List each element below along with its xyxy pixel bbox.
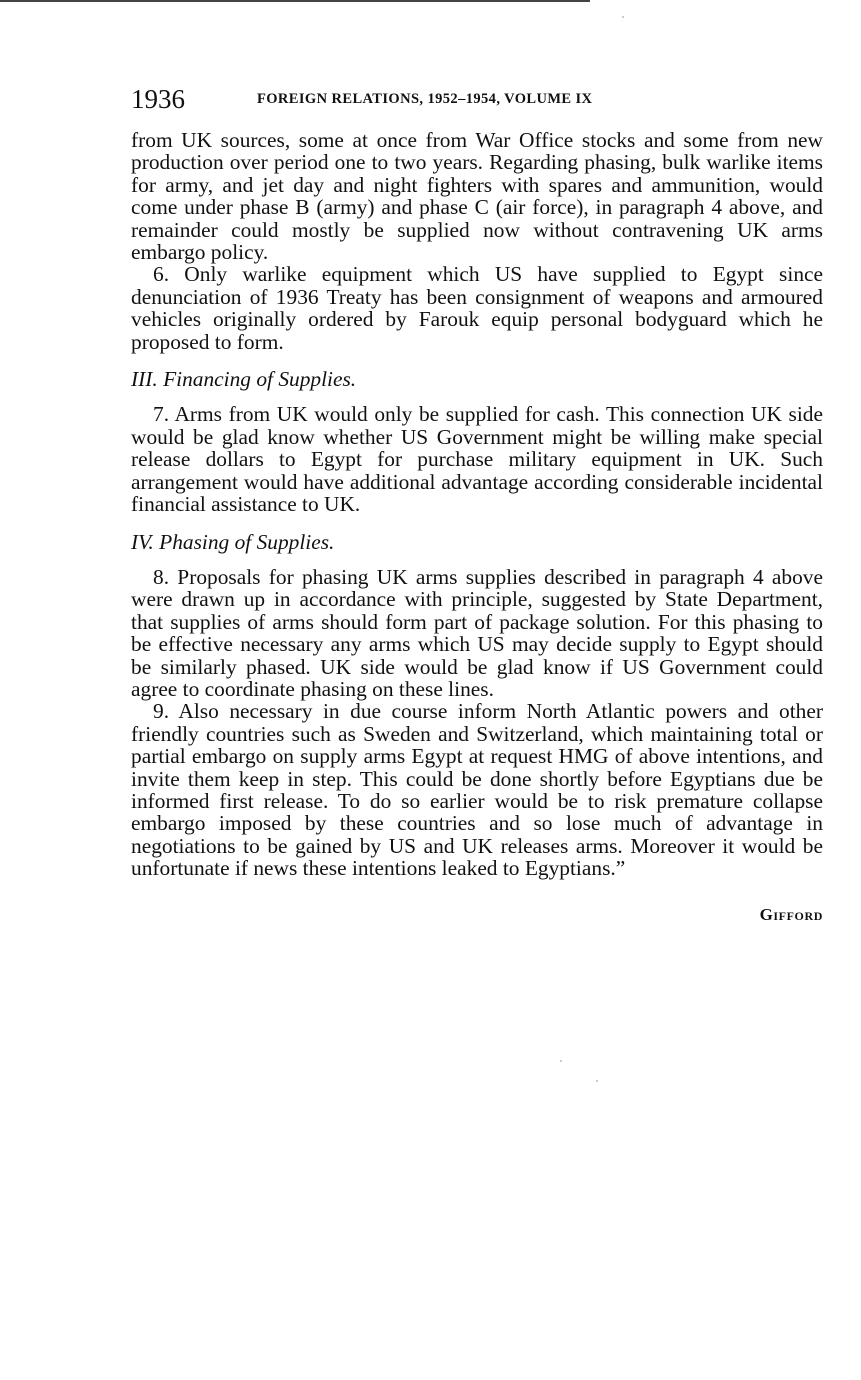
body-text (131, 129, 823, 926)
running-title: FOREIGN RELATIONS, 1952–1954, VOLUME IX (257, 91, 593, 107)
section-heading-phasing: IV. Phasing of Supplies. (131, 529, 335, 554)
paragraph-7: 7. Arms from UK would only be supplied for cash. This connection UK side would be glad know whether US Government might be willing make special release dollars to Egypt for purchase military equipment in UK. Such arrangement would have additional advantage according considerable incidental financial assistance to UK. (131, 402, 823, 517)
paper-speck (622, 16, 624, 18)
paragraph-8: 8. Proposals for phasing UK arms supplies described in paragraph 4 above were drawn up in accordance with principle, suggested by State Department, that supplies of arms should form part of package solution. For this phasing to be effective necessary any arms which US may decide supply to Egypt should be similarly phased. UK side would be glad know if US Government could agree to coordinate phasing on these lines. (131, 564, 823, 701)
paragraph-6: 6. Only warlike equipment which US have supplied to Egypt since denunciation of 1936 Treaty has been consignment of weapons and armoured vehicles originally ordered by Farouk equip personal bodyguard which he proposed to form. (131, 262, 823, 354)
paper-speck (596, 1080, 598, 1082)
page-number: 1936 (131, 84, 185, 114)
document-page (131, 84, 823, 926)
section-heading-financing: III. Financing of Supplies. (131, 367, 357, 392)
paragraph-continued: from UK sources, some at once from War Office stocks and some from new production over period one to two years. Regarding phasing, bulk warlike items for army, and jet day and night fighters with spares and ammunition, would come under phase B (army) and phase C (air force), in paragraph 4 above, and remainder could mostly be supplied now without contravening UK arms embargo policy. (131, 128, 823, 265)
paragraph-9: 9. Also necessary in due course inform North Atlantic powers and other friendly countries such as Sweden and Switzerland, which maintaining total or partial embargo on supply arms Egypt at request HMG of above intentions, and invite them keep in step. This could be done shortly before Egyptians due be informed first release. To do so earlier would be to risk premature collapse embargo imposed by these countries and so lose much of advantage in negotiations to be gained by US and UK releases arms. Moreover it would be unfortunate if news these intentions leaked to Egyptians.” (131, 699, 823, 881)
running-head (131, 84, 823, 118)
top-edge-rule (0, 0, 590, 2)
signature: Gifford (759, 904, 823, 924)
paper-speck (560, 1060, 562, 1062)
